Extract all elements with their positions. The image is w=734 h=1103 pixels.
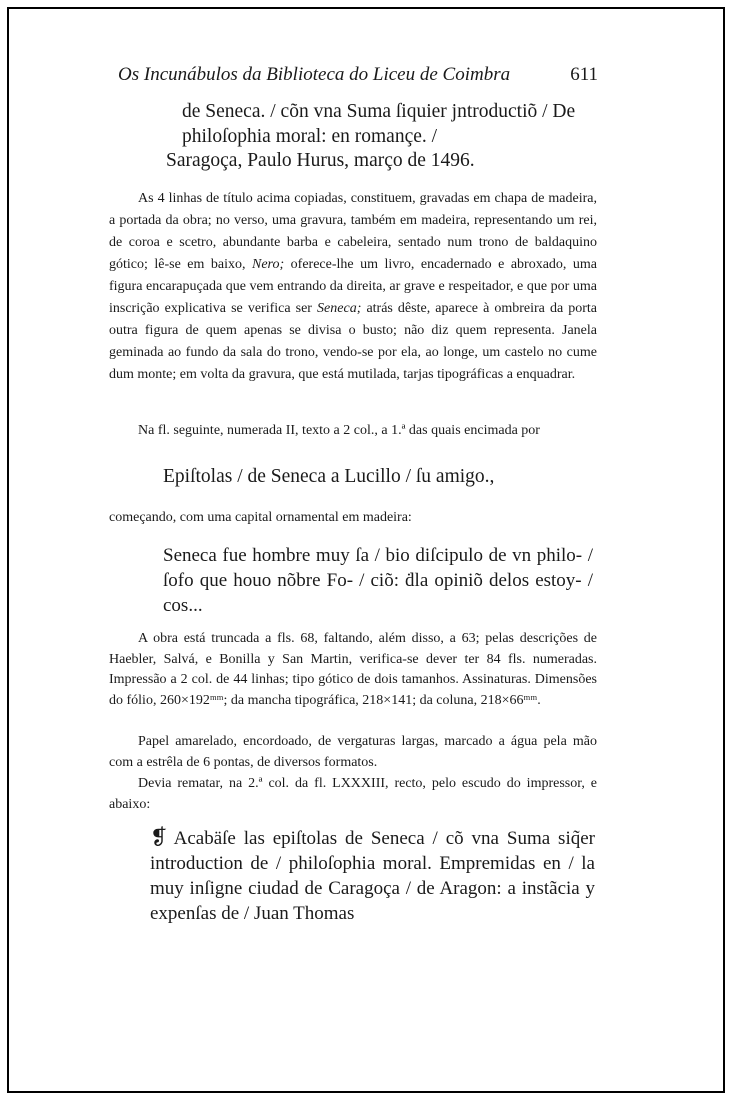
paragraph-6: Devia rematar, na 2.ª col. da fl. LXXXIII, recto, pelo escudo do impressor, e abaixo:: [109, 776, 597, 812]
paragraph-1-text-c: atrás dêste, aparece à ombreira da porta outra figura de quem apenas se divisa o busto; não diz quem representa. Janela geminada ao fundo da sala do trono, vendo-se por ela, ao longe, um castelo no cume dum monte; em volta da gravura, que está mutilada, tarjas tipográficas a enquadrar.: [109, 301, 598, 382]
italic-seneca: Seneca;: [317, 301, 362, 316]
paragraph-1-text-a: As 4 linhas de título acima copiadas, constituem, gravadas em chapa de madeira, a portada da obra; no verso, uma gravura, também em madeira, representando um rei, de coroa e scetro, abundante barba e cabeleira, sentado num trono de baldaquino gótico; lê-se em baixo,: [109, 191, 597, 272]
quote-incipit: Seneca fue hombre muy ſa / bio diſcipulo de vn philo- / ſofo que houo nõbre Fo- / ciõ: ḋla opiniõ delos estoy- / cos...: [163, 545, 593, 616]
quote-colophon: [150, 825, 595, 926]
pilcrow-mark: ❡: [150, 825, 168, 849]
quote-title-epistolas: Epiſtolas / de Seneca a Lucillo / ſu amigo.,: [163, 466, 495, 487]
paragraph-1-text-b: oferece-lhe um livro, encadernado e abroxado, uma figura encarapuçada que vem entrando da direita, ar grave e respeitador, e que por uma inscrição explicativa se verifica ser: [109, 257, 598, 316]
page-number: 611: [570, 64, 598, 85]
paragraph-5: Papel amarelado, encordoado, de vergaturas largas, marcado a água pela mão com a estrêla de 6 pontas, de diversos formatos.: [109, 734, 597, 770]
running-header: [118, 64, 598, 86]
title-line-2: philoſophia moral: en romançe. /: [182, 125, 438, 147]
title-block: [166, 100, 606, 174]
italic-nero: Nero;: [252, 257, 285, 272]
paragraph-1: [109, 188, 597, 386]
colophon-text: Acabäſe las epiſtolas de Seneca / cõ vna Suma siq̃er introduction de / philoſophia moral. Empremidas en / la muy inſigne ciudad de Caragoça / de Aragon: a instãcia y expenſas de / Juan Thomas: [150, 828, 595, 924]
paragraph-4: A obra está truncada a fls. 68, faltando, além disso, a 63; pelas descrições de Haebler, Salvá, e Bonilla y San Martin, verifica-se dever ter 84 fls. numeradas. Impressão a 2 col. de 44 linhas; tipo gótico de dois tamanhos. Assinaturas. Dimensões do fólio, 260×192ᵐᵐ; da mancha tipográfica, 218×141; da coluna, 218×66ᵐᵐ.: [109, 631, 597, 708]
running-title: Os Incunábulos da Biblioteca do Liceu de Coimbra: [118, 64, 511, 85]
paragraph-3: começando, com uma capital ornamental em madeira:: [109, 510, 412, 525]
title-line-1: de Seneca. / cõn vna Suma ſiquier jntroductiõ / De: [182, 101, 576, 122]
paragraph-2: Na fl. seguinte, numerada II, texto a 2 col., a 1.ª das quais encimada por: [138, 423, 540, 438]
title-line-3: Saragoça, Paulo Hurus, março de 1496.: [166, 150, 475, 171]
